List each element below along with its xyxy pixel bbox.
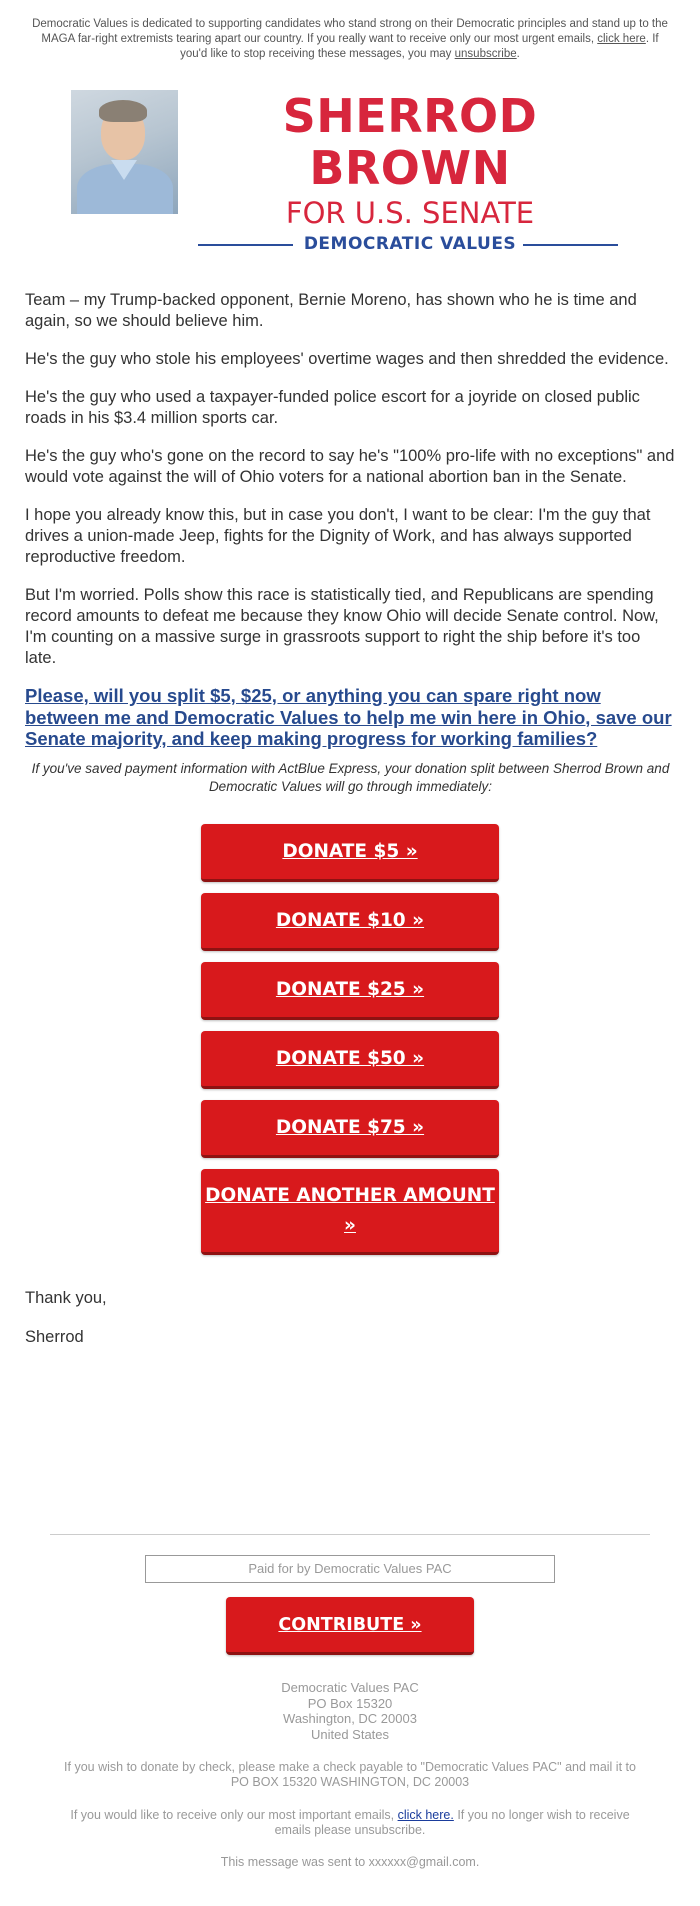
signoff-name: Sherrod	[25, 1327, 84, 1346]
preheader-click-here-link[interactable]: click here	[597, 33, 646, 45]
photo-hair	[99, 100, 147, 122]
prefs-text: If you would like to receive only our most important emails,	[70, 1808, 398, 1822]
actblue-express-note: If you've saved payment information with ActBlue Express, your donation split between Sherrod Brown and Democratic Values will go through immediately:	[31, 760, 670, 794]
prefs-text-end: If you no longer wish to receive emails please unsubscribe.	[274, 1808, 630, 1837]
body-paragraph: He's the guy who used a taxpayer-funded police escort for a joyride on closed public roads in his $3.4 million sports car.	[25, 388, 640, 427]
logo-rule-right	[523, 244, 618, 246]
email-body	[0, 290, 700, 796]
donate-10-button[interactable]: DONATE $10 »	[201, 893, 499, 951]
donate-50-button[interactable]: DONATE $50 »	[201, 1031, 499, 1089]
email-preferences	[0, 1808, 700, 1838]
header-banner	[0, 62, 700, 254]
body-paragraph: But I'm worried. Polls show this race is statistically tied, and Republicans are spending record amounts to defeat me because they know Ohio will decide Senate control. Now, I'm counting on a massive surge in grassroots support to right the ship before it's too late.	[25, 586, 659, 667]
logo-rule-left	[198, 244, 293, 246]
address-line: Democratic Values PAC	[281, 1680, 419, 1695]
donate-5-button[interactable]: DONATE $5 »	[201, 824, 499, 882]
address-line: United States	[310, 1726, 390, 1742]
contribute-button[interactable]: CONTRIBUTE »	[226, 1597, 474, 1655]
paid-for-disclaimer: Paid for by Democratic Values PAC	[145, 1555, 555, 1583]
address-line: Washington, DC 20003	[283, 1711, 417, 1726]
signoff-thanks: Thank you,	[25, 1288, 107, 1307]
preheader-text: Democratic Values is dedicated to supporting candidates who stand strong on their Democratic principles and stand up to the MAGA far-right extremists tearing apart our country. If you really want to receive only our most urgent emails,	[32, 18, 668, 45]
preheader-unsubscribe-link[interactable]: unsubscribe	[454, 48, 517, 60]
footer	[0, 1534, 700, 1870]
address-line: PO Box 15320	[307, 1695, 393, 1711]
donate-75-button[interactable]: DONATE $75 »	[201, 1100, 499, 1158]
check-donation-info: If you wish to donate by check, please make a check payable to "Democratic Values PAC" and mail it to PO BOX 15320 WASHINGTON, DC 20003	[64, 1760, 636, 1789]
logo-org	[190, 232, 630, 256]
body-paragraph: I hope you already know this, but in case you don't, I want to be clear: I'm the guy that drives a union-made Jeep, fights for the Dignity of Work, and has always supported reproductive freedom.	[25, 506, 651, 566]
donate-other-amount-label: DONATE ANOTHER AMOUNT	[205, 1184, 495, 1206]
donate-other-amount-button[interactable]	[201, 1169, 499, 1255]
donate-other-amount-arrow: »	[344, 1214, 356, 1236]
prefs-click-here-link[interactable]: click here.	[397, 1808, 454, 1822]
preheader-text-end: .	[516, 48, 520, 60]
mailing-address	[0, 1680, 700, 1742]
donate-button-list	[0, 824, 700, 1255]
body-paragraph: He's the guy who stole his employees' overtime wages and then shredded the evidence.	[25, 350, 669, 368]
footer-divider	[50, 1534, 650, 1535]
signoff	[0, 1288, 700, 1348]
donation-ask-link[interactable]: Please, will you split $5, $25, or anything you can spare right now between me and Democratic Values to help me win here in Ohio, save our Senate majority, and keep making progress for working families?	[25, 685, 672, 749]
donate-25-button[interactable]: DONATE $25 »	[201, 962, 499, 1020]
logo-office: FOR U.S. SENATE	[285, 196, 535, 230]
recipient-notice: This message was sent to xxxxxx@gmail.com.	[220, 1855, 480, 1869]
preheader-text-middle: . If you'd like to stop receiving these messages, you may	[180, 33, 659, 60]
logo-org-name: DEMOCRATIC VALUES	[303, 234, 517, 254]
donation-ask	[25, 685, 676, 750]
campaign-logo	[190, 90, 630, 256]
preheader	[0, 0, 700, 62]
logo-candidate-name: SHERROD BROWN	[282, 89, 538, 195]
body-paragraph: Team – my Trump-backed opponent, Bernie Moreno, has shown who he is time and again, so we should believe him.	[25, 291, 637, 330]
body-paragraph: He's the guy who's gone on the record to say he's "100% pro-life with no exceptions" and would vote against the will of Ohio voters for a national abortion ban in the Senate.	[25, 447, 675, 486]
candidate-photo	[71, 90, 178, 214]
